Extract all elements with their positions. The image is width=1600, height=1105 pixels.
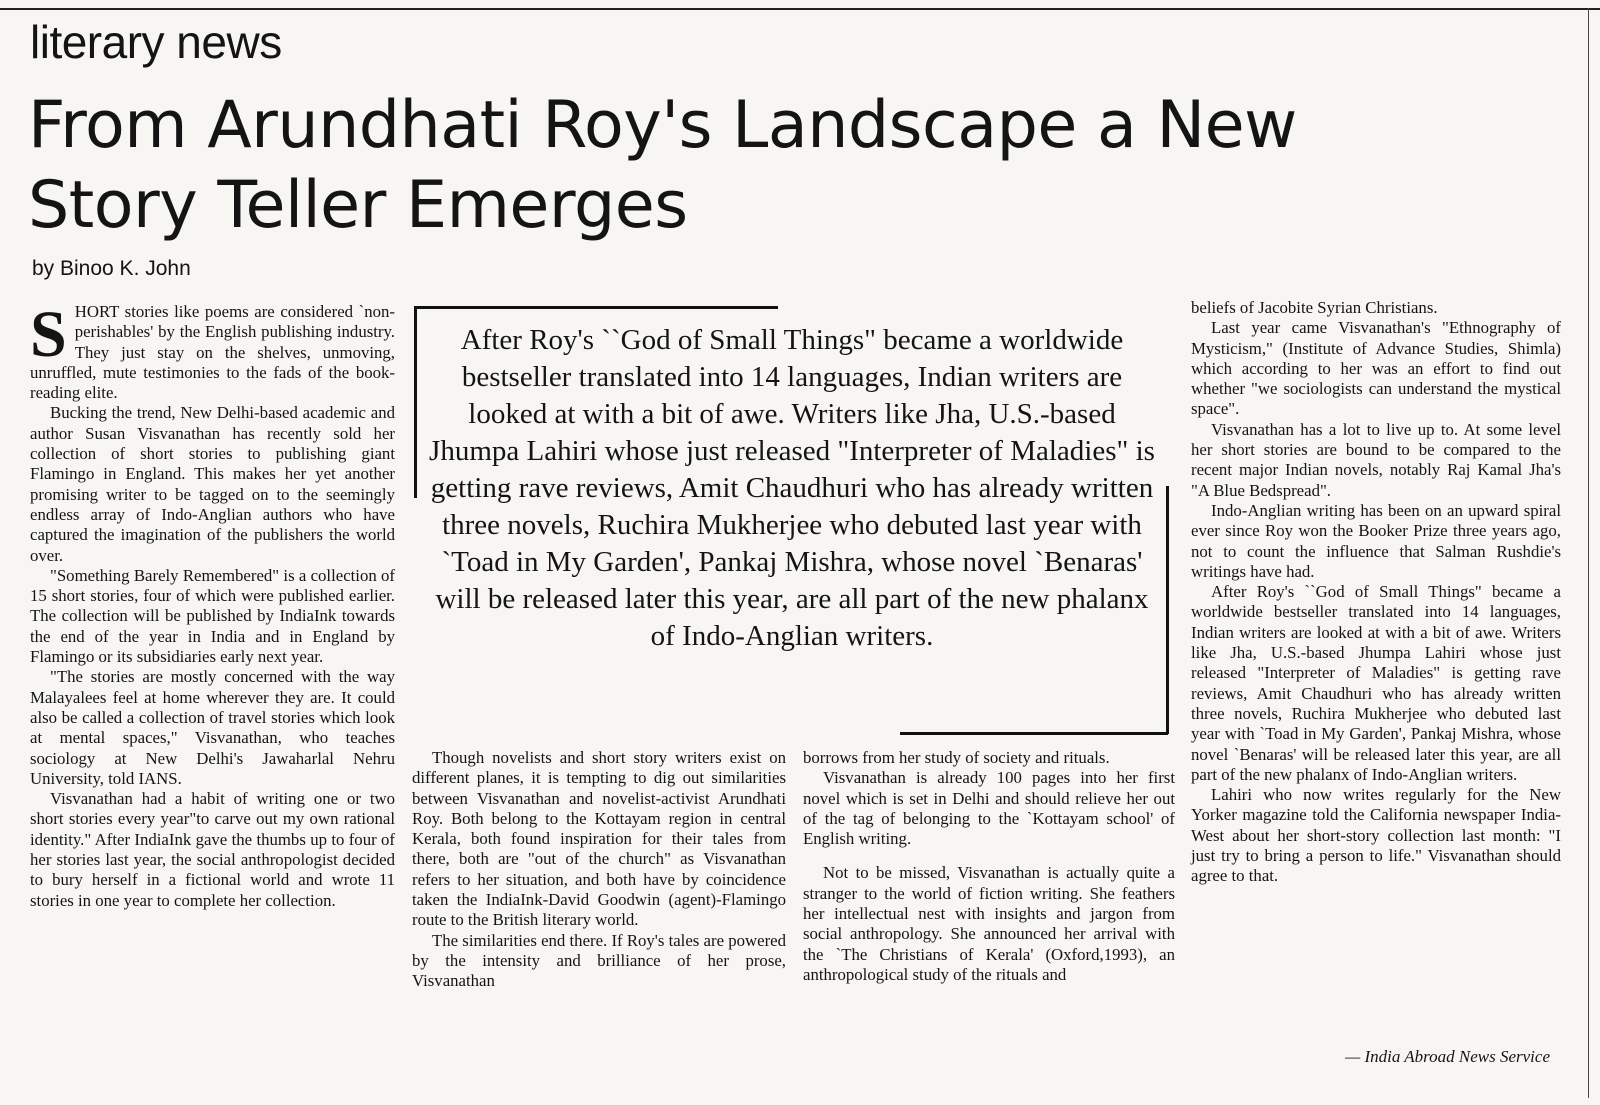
pull-quote: After Roy's ``God of Small Things" became a worldwide bestseller translated into 14 languages, Indian writers are looked at with a bit of awe. Writers like Jha, U.S.-based Jhumpa Lahiri whose just released "Interpreter of Maladies" is getting rave reviews, Amit Chaudhuri who has already written three novels, Ruchira Mukherjee who debuted last year with `Toad in My Garden', Pankaj Mishra, whose novel `Benaras' will be released later this year, are all part of the new phalanx of Indo-Anglian writers. [429, 324, 1155, 652]
paragraph: "The stories are mostly concerned with the way Malayalees feel at home wherever they are. It could also be called a collection of travel stories which look at mental spaces," Visvanathan, who teaches sociology at New Delhi's Jawaharlal Nehru University, told IANS. [30, 667, 395, 788]
page-edge-rule [1588, 8, 1589, 1098]
paragraph: "Something Barely Remembered" is a collection of 15 short stories, four of which were published earlier. The collection will be published by IndiaInk towards the end of the year in India and in England by Flamingo or its subsidiaries early next year. [30, 565, 395, 667]
byline: by Binoo K. John [32, 257, 191, 280]
paragraph: Not to be missed, Visvanathan is actually quite a stranger to the world of fiction writing. She feathers her intellectual nest with insights and jargon from social anthropology. She announced her arrival with the `The Christians of Kerala' (Oxford,1993), an anthropological study of the rituals and [803, 863, 1175, 984]
pull-quote-rule [1166, 486, 1169, 734]
article-column-4 [1191, 298, 1561, 887]
paragraph-text: HORT stories like poems are considered `non-perishables' by the English publishing industry. They just stay on the shelves, unmoving, unruffled, mute testimonies to the fads of the book-reading elite. [30, 302, 395, 403]
paragraph: Visvanathan had a habit of writing one or two short stories every year"to carve out my own rational identity." After IndiaInk gave the thumbs up to four of her stories last year, the social anthropologist decided to bury herself in a fictional world and wrote 11 stories in one year to complete her collection. [30, 789, 395, 910]
top-rule [0, 8, 1600, 10]
section-label: literary news [30, 16, 282, 68]
paragraph: After Roy's ``God of Small Things" became a worldwide bestseller translated into 14 languages, Indian writers are looked at with a bit of awe. Writers like Jha, U.S.-based Jhumpa Lahiri whose just released "Interpreter of Maladies" is getting rave reviews, Amit Chaudhuri who has already written three novels, Ruchira Mukherjee who debuted last year with `Toad in My Garden', Pankaj Mishra, whose novel `Benaras' will be released later this year, are all part of the new phalanx of Indo-Anglian writers. [1191, 582, 1561, 784]
paragraph: Bucking the trend, New Delhi-based academic and author Susan Visvanathan has recently sold her collection of short stories to publishing giant Flamingo in England. This makes her yet another promising writer to be tagged on to the seemingly endless array of Indo-Anglian authors who have captured the imagination of the publishers the world over. [30, 403, 395, 565]
paragraph: Indo-Anglian writing has been on an upward spiral ever since Roy won the Booker Prize three years ago, not to count the influence that Salman Rushdie's writings have had. [1191, 500, 1561, 581]
pull-quote-rule [900, 732, 1168, 735]
paragraph: Lahiri who now writes regularly for the New Yorker magazine told the California newspaper India-West about her short-story collection last month: "I just try to bring a person to life." Visvanathan should agree to that. [1191, 785, 1561, 886]
pull-quote-rule [414, 306, 417, 498]
drop-cap: S [30, 298, 67, 371]
paragraph [30, 298, 395, 403]
paragraph: Visvanathan is already 100 pages into her first novel which is set in Delhi and should relieve her out of the tag of belonging to the `Kottayam school' of English writing. [803, 768, 1175, 849]
article-column-3 [803, 748, 1175, 985]
pull-quote-rule [416, 306, 778, 309]
article-column-2 [412, 748, 786, 992]
headline: From Arundhati Roy's Landscape a New Story Teller Emerges [28, 88, 1297, 243]
paragraph: The similarities end there. If Roy's tales are powered by the intensity and brilliance of her prose, Visvanathan [412, 930, 786, 991]
paragraph: Last year came Visvanathan's "Ethnography of Mysticism," (Institute of Advance Studies, Shimla) which according to her was an effort to find out whether "we sociologists can understand the mystical space". [1191, 318, 1561, 419]
paragraph: beliefs of Jacobite Syrian Christians. [1191, 298, 1438, 317]
article-column-1 [30, 298, 395, 911]
news-service-credit: — India Abroad News Service [1345, 1047, 1550, 1066]
paragraph: Visvanathan has a lot to live up to. At some level her short stories are bound to be compared to the recent major Indian novels, notably Raj Kamal Jha's "A Blue Bedspread". [1191, 419, 1561, 500]
paragraph: Though novelists and short story writers exist on different planes, it is tempting to dig out similarities between Visvanathan and novelist-activist Arundhati Roy. Both belong to the Kottayam region in central Kerala, both found inspiration for their tales from there, both are "out of the church" as Visvanathan refers to her situation, and both have by coincidence taken the IndiaInk-David Goodwin (agent)-Flamingo route to the British literary world. [412, 748, 786, 930]
paragraph: borrows from her study of society and rituals. [803, 748, 1110, 767]
